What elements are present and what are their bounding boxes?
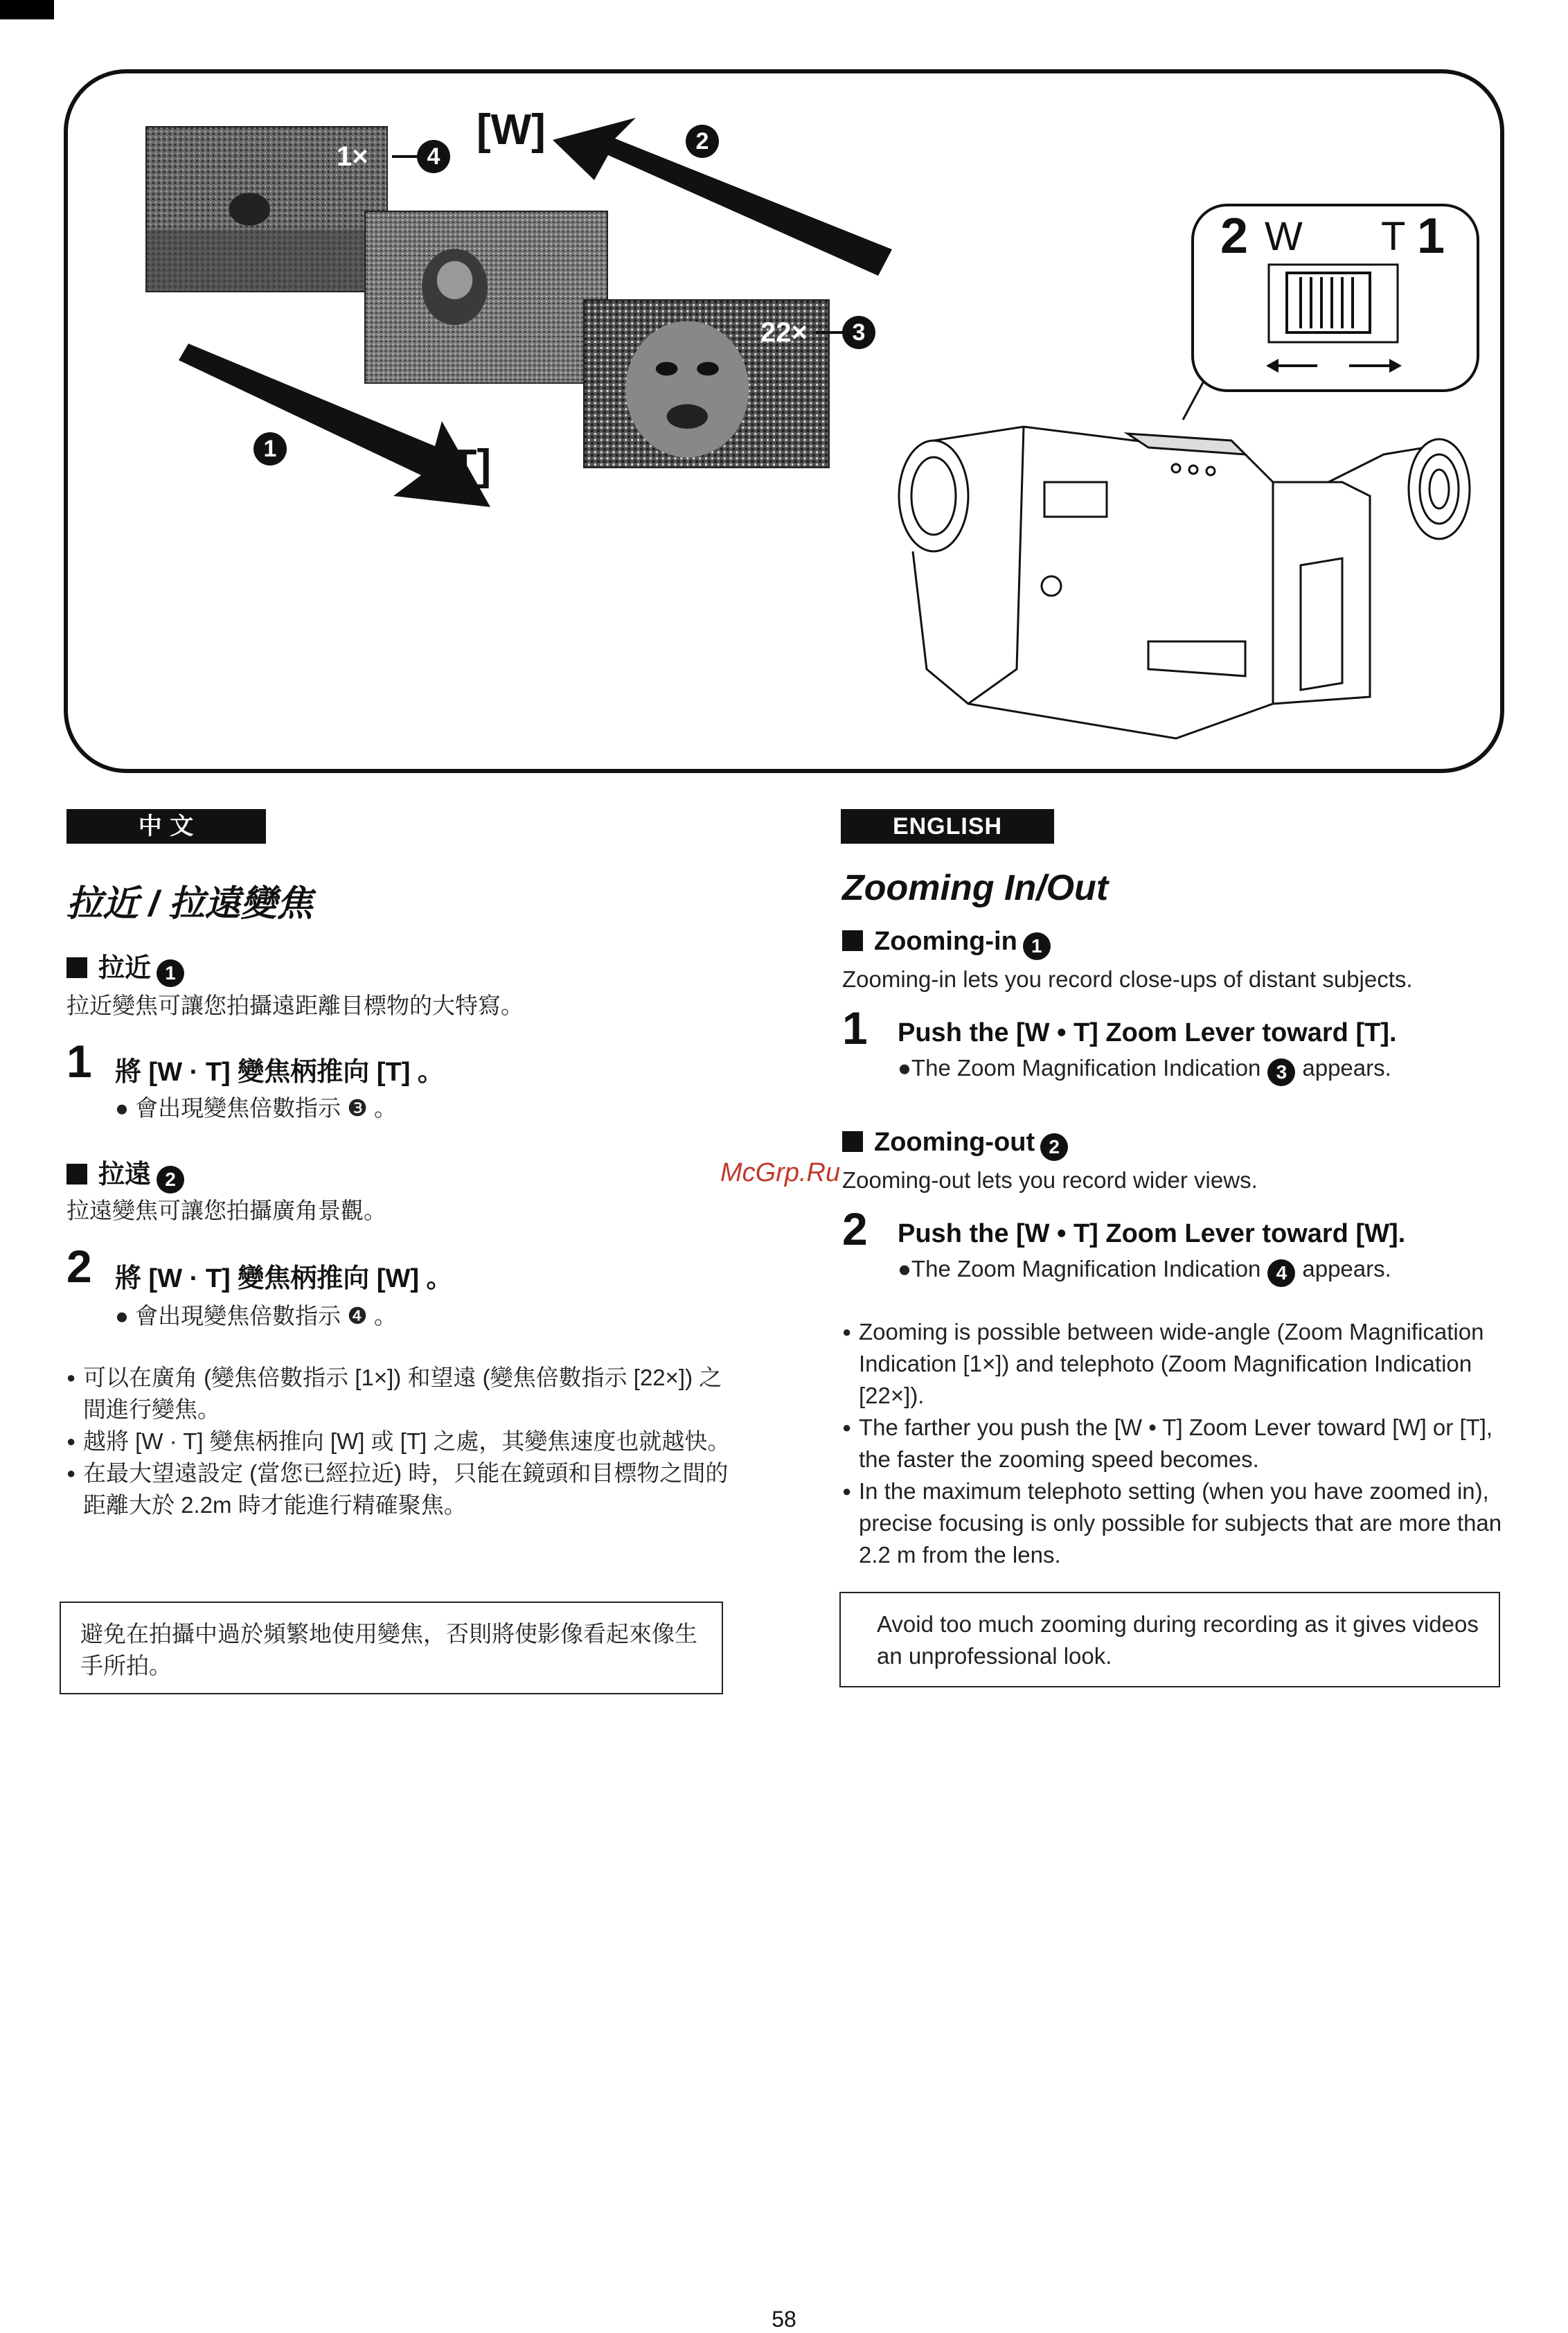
callout-number-2: 2 xyxy=(686,125,719,158)
circled-number-4-icon: 4 xyxy=(1267,1259,1295,1287)
chinese-zoom-in-desc: 拉近變焦可讓您拍攝遠距離目標物的大特寫。 xyxy=(66,993,524,1018)
chinese-title: 拉近 / 拉遠變焦 xyxy=(66,884,313,924)
callout-number-1: 1 xyxy=(253,432,287,465)
watermark-text: McGrp.Ru xyxy=(720,1158,841,1187)
english-step2-text: Push the [W • T] Zoom Lever toward [W]. xyxy=(898,1219,1406,1248)
square-bullet-icon xyxy=(842,930,863,951)
english-step2-note: ●The Zoom Magnification Indication 4 appears. xyxy=(898,1254,1391,1287)
label-t: [T] xyxy=(436,441,492,489)
chinese-step1-number: 1 xyxy=(66,1036,92,1087)
magnification-22x-label: 22× xyxy=(760,317,808,348)
list-item: ● 越將 [W · T] 變焦柄推向 [W] 或 [T] 之處，其變焦速度也就越快。 xyxy=(66,1426,731,1457)
zoom-out-arrow-icon xyxy=(553,118,899,277)
square-bullet-icon xyxy=(66,957,87,978)
circled-number-2-icon: 2 xyxy=(1040,1133,1068,1161)
english-step1-text: Push the [W • T] Zoom Lever toward [T]. xyxy=(898,1018,1397,1047)
list-item: ● In the maximum telephoto setting (when you have zoomed in), precise focusing is only possible for subjects that are more than 2.2 m from the lens. xyxy=(842,1475,1507,1571)
english-step2-number: 2 xyxy=(842,1203,868,1254)
illustration-frame xyxy=(64,69,1504,773)
chinese-zoom-out-desc: 拉遠變焦可讓您拍攝廣角景觀。 xyxy=(66,1198,386,1223)
english-title: Zooming In/Out xyxy=(842,868,1109,908)
lever-w-label: W xyxy=(1265,214,1303,259)
lever-number-2: 2 xyxy=(1220,209,1249,264)
zoom-in-arrow-icon xyxy=(179,344,497,517)
camcorder-illustration xyxy=(885,378,1508,766)
chinese-step2-number: 2 xyxy=(66,1241,92,1292)
list-item: ● 在最大望遠設定 (當您已經拉近) 時，只能在鏡頭和目標物之間的距離大於 2.2m 時才能進行精確聚焦。 xyxy=(66,1457,731,1521)
english-zoom-out-heading: Zooming-out 2 xyxy=(842,1128,1068,1161)
circled-number-1-icon: 1 xyxy=(1023,932,1051,960)
english-section-bar: ENGLISH xyxy=(841,809,1054,844)
circled-number-1-icon: 1 xyxy=(157,959,184,987)
english-note-box: Avoid too much zooming during recording as it gives videos an unprofessional look. xyxy=(839,1592,1500,1687)
chinese-zoom-in-heading: 拉近 1 xyxy=(66,946,184,987)
lever-number-1: 1 xyxy=(1417,209,1445,264)
chinese-step2-text: 將 [W · T] 變焦柄推向 [W] 。 xyxy=(115,1264,453,1293)
english-step1-number: 1 xyxy=(842,1002,868,1054)
page-number: 58 xyxy=(772,2307,796,2332)
english-zoom-in-heading: Zooming-in 1 xyxy=(842,927,1051,960)
square-bullet-icon xyxy=(66,1164,87,1185)
chinese-step2-note: ● 會出現變焦倍數指示 ❹ 。 xyxy=(115,1303,398,1329)
chinese-step1-note: ● 會出現變焦倍數指示 ❸ 。 xyxy=(115,1095,398,1121)
english-step1-note: ●The Zoom Magnification Indication 3 appears. xyxy=(898,1053,1391,1086)
lever-t-label: T xyxy=(1381,214,1406,259)
label-w: [W] xyxy=(476,106,546,154)
chinese-note-box: 避免在拍攝中過於頻繁地使用變焦，否則將使影像看起來像生手所拍。 xyxy=(60,1602,723,1694)
circled-number-2-icon: 2 xyxy=(157,1166,184,1194)
magnification-1x-label: 1× xyxy=(337,141,368,172)
english-bullet-list xyxy=(842,1316,1507,1571)
chinese-step1-text: 將 [W · T] 變焦柄推向 [T] 。 xyxy=(115,1058,444,1087)
square-bullet-icon xyxy=(842,1131,863,1152)
leader-line-4 xyxy=(392,155,420,158)
list-item: ● Zooming is possible between wide-angle (Zoom Magnification Indication [1×]) and telephoto (Zoom Magnification Indication [22×]). xyxy=(842,1316,1507,1412)
zoom-lever-callout xyxy=(1191,204,1479,392)
english-zoom-in-desc: Zooming-in lets you record close-ups of distant subjects. xyxy=(842,966,1413,992)
zoom-lever-icon xyxy=(1266,262,1405,380)
corner-registration-mark xyxy=(0,0,54,19)
list-item: ● The farther you push the [W • T] Zoom Lever toward [W] or [T], the faster the zooming speed becomes. xyxy=(842,1412,1507,1475)
leader-line-3 xyxy=(816,331,844,334)
circled-number-3-icon: 3 xyxy=(1267,1058,1295,1086)
english-zoom-out-desc: Zooming-out lets you record wider views. xyxy=(842,1167,1258,1193)
chinese-bullet-list xyxy=(66,1362,731,1521)
callout-number-4: 4 xyxy=(417,140,450,173)
list-item: ● 可以在廣角 (變焦倍數指示 [1×]) 和望遠 (變焦倍數指示 [22×]) 之間進行變焦。 xyxy=(66,1362,731,1426)
chinese-zoom-out-heading: 拉遠 2 xyxy=(66,1153,184,1194)
chinese-section-bar: 中 文 xyxy=(66,809,266,844)
callout-number-3: 3 xyxy=(842,316,875,349)
